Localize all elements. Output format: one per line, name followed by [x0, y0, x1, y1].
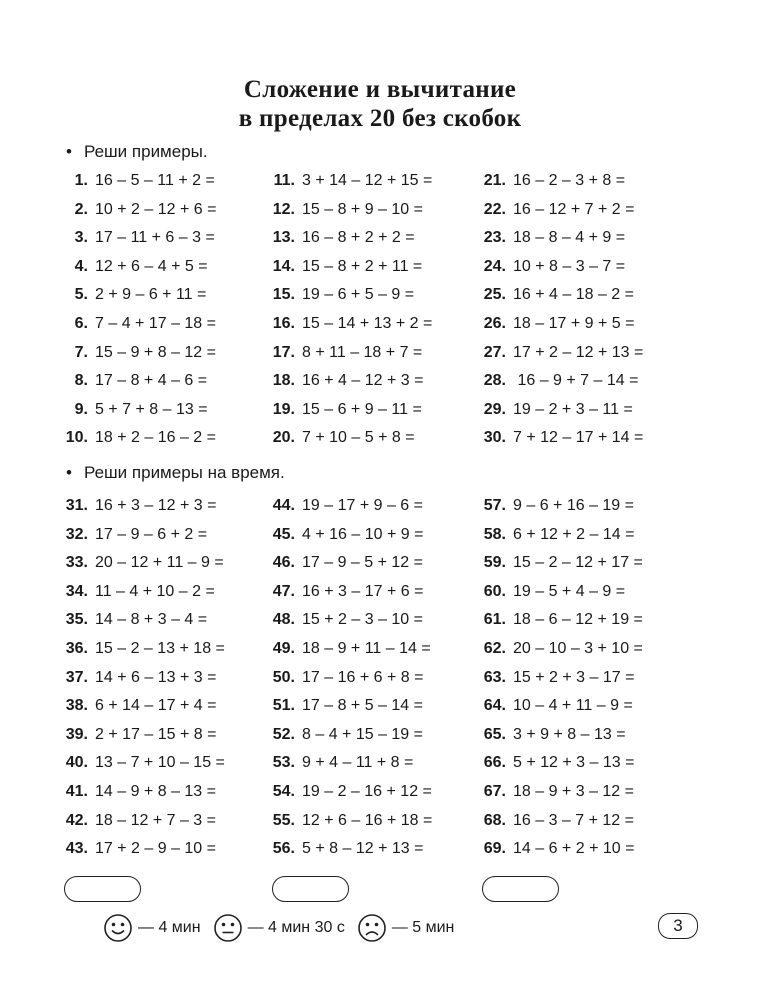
exercise-number: 13. [272, 229, 295, 247]
exercise-number: 64. [483, 697, 506, 715]
exercise-number: 33. [65, 554, 88, 572]
exercise-expression: 9 + 4 – 11 + 8 = [302, 754, 414, 772]
exercise-number: 54. [272, 782, 295, 800]
exercise-expression: 7 – 4 + 17 – 18 = [95, 314, 216, 332]
exercise-number: 68. [483, 811, 506, 829]
exercise-expression: 12 + 6 – 16 + 18 = [302, 811, 433, 829]
exercise-number: 15. [272, 286, 295, 304]
exercise-number: 8. [74, 372, 88, 390]
exercise-number: 40. [65, 754, 88, 772]
exercise-item [58, 721, 225, 750]
exercise-number: 45. [272, 525, 295, 543]
exercise-item [265, 310, 432, 339]
exercise-item [476, 196, 643, 225]
exercise-expression: 2 + 17 – 15 + 8 = [95, 725, 217, 743]
exercise-item [58, 310, 216, 339]
exercise-number: 43. [65, 840, 88, 858]
exercise-expression: 16 – 9 + 7 – 14 = [513, 372, 639, 390]
exercise-item [265, 721, 432, 750]
exercise-number: 23. [483, 229, 506, 247]
exercise-item [265, 253, 432, 282]
exercise-item [265, 339, 432, 368]
exercise-expression: 14 – 9 + 8 – 13 = [95, 782, 216, 800]
exercise-number: 42. [65, 811, 88, 829]
exercise-number: 9. [74, 400, 88, 418]
answer-box[interactable] [482, 876, 559, 902]
exercise-expression: 19 – 6 + 5 – 9 = [302, 286, 415, 304]
exercise-expression: 17 + 2 – 12 + 13 = [513, 343, 644, 361]
exercise-item [476, 578, 643, 607]
exercise-item [58, 635, 225, 664]
exercise-item [476, 521, 643, 550]
exercise-item [265, 549, 432, 578]
exercise-number: 66. [483, 754, 506, 772]
exercise-expression: 15 – 8 + 2 + 11 = [302, 257, 423, 275]
exercise-number: 49. [272, 639, 295, 657]
exercise-item [265, 224, 432, 253]
exercise-column [265, 167, 432, 453]
exercise-number: 57. [483, 497, 506, 514]
exercise-item [58, 664, 225, 693]
exercise-number: 44. [272, 497, 295, 514]
exercise-number: 27. [483, 343, 506, 361]
exercise-expression: 15 + 2 + 3 – 17 = [513, 668, 635, 686]
exercise-item [58, 549, 225, 578]
exercise-expression: 10 + 8 – 3 – 7 = [513, 257, 626, 275]
exercise-item [476, 396, 643, 425]
exercise-item [265, 196, 432, 225]
instruction-2-text: Реши примеры на время. [84, 463, 285, 482]
exercise-number: 21. [483, 172, 506, 189]
exercise-expression: 15 – 6 + 9 – 11 = [302, 400, 422, 418]
exercise-item [476, 664, 643, 693]
exercise-expression: 3 + 14 – 12 + 15 = [302, 172, 433, 189]
exercise-item [58, 253, 216, 282]
exercise-item [58, 196, 216, 225]
exercise-number: 24. [483, 257, 506, 275]
exercise-item [265, 749, 432, 778]
exercise-item [58, 224, 216, 253]
exercise-number: 61. [483, 611, 506, 629]
exercise-number: 6. [74, 314, 88, 332]
exercise-expression: 20 – 10 – 3 + 10 = [513, 639, 643, 657]
exercise-item [476, 224, 643, 253]
exercise-item [265, 281, 432, 310]
exercise-expression: 15 – 2 – 13 + 18 = [95, 639, 225, 657]
exercise-item [476, 424, 643, 453]
exercise-expression: 17 – 11 + 6 – 3 = [95, 229, 215, 247]
exercise-column [476, 167, 643, 453]
exercise-number: 37. [65, 668, 88, 686]
exercise-expression: 15 – 8 + 9 – 10 = [302, 200, 423, 218]
exercise-expression: 16 + 3 – 12 + 3 = [95, 497, 217, 514]
exercise-expression: 10 – 4 + 11 – 9 = [513, 697, 633, 715]
exercise-number: 53. [272, 754, 295, 772]
exercise-number: 36. [65, 639, 88, 657]
exercise-expression: 8 – 4 + 15 – 19 = [302, 725, 423, 743]
exercise-item [476, 635, 643, 664]
instruction-1 [66, 142, 208, 162]
exercise-expression: 16 – 5 – 11 + 2 = [95, 172, 215, 189]
exercise-expression: 19 – 2 – 16 + 12 = [302, 782, 432, 800]
exercise-number: 63. [483, 668, 506, 686]
exercise-item [265, 492, 432, 521]
exercise-expression: 9 – 6 + 16 – 19 = [513, 497, 634, 514]
exercise-item [58, 339, 216, 368]
exercise-item [265, 807, 432, 836]
exercise-item [58, 606, 225, 635]
exercise-item [58, 424, 216, 453]
sad-face-icon [357, 913, 387, 943]
exercise-item [265, 521, 432, 550]
exercise-expression: 7 + 10 – 5 + 8 = [302, 429, 415, 447]
exercise-item [265, 635, 432, 664]
exercise-number: 65. [483, 725, 506, 743]
exercise-expression: 12 + 6 – 4 + 5 = [95, 257, 208, 275]
exercise-item [476, 835, 643, 864]
exercise-item [58, 807, 225, 836]
exercise-column [265, 492, 432, 864]
exercise-number: 35. [65, 611, 88, 629]
exercise-number: 19. [272, 400, 295, 418]
exercise-expression: 17 + 2 – 9 – 10 = [95, 840, 216, 858]
exercise-item [476, 549, 643, 578]
legend-text: — 4 мин [138, 919, 201, 936]
exercise-number: 67. [483, 782, 506, 800]
exercise-number: 20. [272, 429, 295, 447]
exercise-item [265, 692, 432, 721]
exercise-expression: 18 – 9 + 3 – 12 = [513, 782, 634, 800]
answer-box[interactable] [272, 876, 349, 902]
exercise-expression: 7 + 12 – 17 + 14 = [513, 429, 644, 447]
exercise-item [476, 492, 643, 521]
exercise-item [58, 492, 225, 521]
exercise-number: 46. [272, 554, 295, 572]
exercise-column [58, 167, 216, 453]
exercise-item [265, 664, 432, 693]
exercise-number: 50. [272, 668, 295, 686]
exercise-number: 34. [65, 582, 88, 600]
exercise-expression: 17 – 8 + 5 – 14 = [302, 697, 423, 715]
exercise-number: 29. [483, 400, 506, 418]
exercise-number: 10. [65, 429, 88, 447]
exercise-number: 3. [74, 229, 88, 247]
exercise-number: 69. [483, 840, 506, 858]
exercise-expression: 13 – 7 + 10 – 15 = [95, 754, 225, 772]
exercise-expression: 18 – 6 – 12 + 19 = [513, 611, 643, 629]
exercise-expression: 4 + 16 – 10 + 9 = [302, 525, 424, 543]
exercise-number: 26. [483, 314, 506, 332]
exercise-number: 41. [65, 782, 88, 800]
exercise-expression: 6 + 12 + 2 – 14 = [513, 525, 635, 543]
exercise-expression: 17 – 8 + 4 – 6 = [95, 372, 208, 390]
exercise-expression: 16 – 2 – 3 + 8 = [513, 172, 626, 189]
exercise-expression: 3 + 9 + 8 – 13 = [513, 725, 626, 743]
exercise-number: 16. [272, 314, 295, 332]
exercise-number: 62. [483, 639, 506, 657]
exercise-item [265, 167, 432, 196]
exercise-item [58, 167, 216, 196]
exercise-number: 48. [272, 611, 295, 629]
smile-face-icon [103, 913, 133, 943]
exercise-expression: 6 + 14 – 17 + 4 = [95, 697, 217, 715]
exercise-number: 1. [74, 172, 88, 189]
exercise-expression: 14 + 6 – 13 + 3 = [95, 668, 217, 686]
exercise-number: 55. [272, 811, 295, 829]
exercise-item [58, 778, 225, 807]
exercise-item [476, 721, 643, 750]
exercise-expression: 20 – 12 + 11 – 9 = [95, 554, 224, 572]
exercise-expression: 18 – 8 – 4 + 9 = [513, 229, 626, 247]
exercise-item [476, 749, 643, 778]
exercise-number: 56. [272, 840, 295, 858]
exercise-number: 60. [483, 582, 506, 600]
exercise-expression: 15 – 14 + 13 + 2 = [302, 314, 433, 332]
exercise-expression: 5 + 8 – 12 + 13 = [302, 840, 424, 858]
exercise-number: 25. [483, 286, 506, 304]
exercise-expression: 19 – 5 + 4 – 9 = [513, 582, 626, 600]
exercise-number: 51. [272, 697, 295, 715]
exercise-number: 5. [74, 286, 88, 304]
exercise-item [476, 281, 643, 310]
exercise-item [476, 339, 643, 368]
exercise-item [58, 281, 216, 310]
exercise-item [58, 835, 225, 864]
page-title-line-2: в пределах 20 без скобок [238, 105, 522, 132]
time-legend [103, 912, 466, 944]
exercise-item [476, 606, 643, 635]
exercise-expression: 16 – 3 – 7 + 12 = [513, 811, 634, 829]
exercise-item [476, 310, 643, 339]
exercise-expression: 14 – 8 + 3 – 4 = [95, 611, 208, 629]
exercise-item [58, 521, 225, 550]
page-title-line-1: Сложение и вычитание [243, 76, 517, 103]
exercise-expression: 18 – 17 + 9 + 5 = [513, 314, 635, 332]
exercise-item [476, 778, 643, 807]
exercise-expression: 10 + 2 – 12 + 6 = [95, 200, 217, 218]
exercise-number: 59. [483, 554, 506, 572]
exercise-number: 58. [483, 525, 506, 543]
exercise-column [476, 492, 643, 864]
exercise-item [265, 606, 432, 635]
exercise-item [476, 367, 643, 396]
legend-text: — 4 мин 30 с [247, 919, 345, 936]
exercise-number: 52. [272, 725, 295, 743]
exercise-expression: 15 – 2 – 12 + 17 = [513, 554, 643, 572]
exercise-expression: 19 – 17 + 9 – 6 = [302, 497, 423, 514]
exercise-item [265, 367, 432, 396]
exercise-number: 32. [65, 525, 88, 543]
exercise-expression: 14 – 6 + 2 + 10 = [513, 840, 635, 858]
exercise-number: 22. [483, 200, 506, 218]
exercise-expression: 11 – 4 + 10 – 2 = [95, 582, 215, 600]
exercise-number: 14. [272, 257, 295, 275]
exercise-item [265, 778, 432, 807]
exercise-expression: 15 – 9 + 8 – 12 = [95, 343, 216, 361]
exercise-number: 17. [272, 343, 295, 361]
exercise-expression: 2 + 9 – 6 + 11 = [95, 286, 207, 304]
exercise-expression: 17 – 9 – 5 + 12 = [302, 554, 423, 572]
page-number: 3 [658, 913, 698, 939]
exercise-item [476, 692, 643, 721]
exercise-item [476, 167, 643, 196]
exercise-column [58, 492, 225, 864]
exercise-item [265, 424, 432, 453]
exercise-item [476, 253, 643, 282]
exercise-number: 11. [273, 172, 295, 189]
instruction-1-text: Реши примеры. [84, 142, 208, 161]
exercise-number: 28. [483, 372, 506, 390]
bullet: • [66, 142, 72, 161]
exercise-number: 7. [74, 343, 88, 361]
exercise-expression: 16 + 4 – 12 + 3 = [302, 372, 424, 390]
neutral-face-icon [213, 913, 243, 943]
exercise-number: 30. [483, 429, 506, 447]
exercise-number: 31. [65, 497, 88, 514]
exercise-number: 47. [272, 582, 295, 600]
exercise-expression: 16 – 8 + 2 + 2 = [302, 229, 415, 247]
exercise-expression: 15 + 2 – 3 – 10 = [302, 611, 423, 629]
instruction-2 [66, 463, 285, 483]
exercise-expression: 16 + 3 – 17 + 6 = [302, 582, 424, 600]
exercise-number: 2. [74, 200, 88, 218]
exercise-expression: 16 + 4 – 18 – 2 = [513, 286, 634, 304]
exercise-item [58, 692, 225, 721]
exercise-expression: 17 – 9 – 6 + 2 = [95, 525, 208, 543]
exercise-item [58, 367, 216, 396]
exercise-expression: 17 – 16 + 6 + 8 = [302, 668, 424, 686]
bullet: • [66, 463, 72, 482]
exercise-item [58, 578, 225, 607]
exercise-expression: 5 + 12 + 3 – 13 = [513, 754, 635, 772]
exercise-item [476, 807, 643, 836]
exercise-number: 39. [65, 725, 88, 743]
exercise-number: 38. [65, 697, 88, 715]
exercise-item [265, 396, 432, 425]
exercise-number: 12. [272, 200, 295, 218]
exercise-item [58, 749, 225, 778]
exercise-expression: 8 + 11 – 18 + 7 = [302, 343, 423, 361]
exercise-expression: 16 – 12 + 7 + 2 = [513, 200, 635, 218]
exercise-expression: 18 + 2 – 16 – 2 = [95, 429, 216, 447]
exercise-item [58, 396, 216, 425]
legend-text: — 5 мин [391, 919, 455, 936]
exercise-expression: 18 – 9 + 11 – 14 = [302, 639, 431, 657]
exercise-item [265, 578, 432, 607]
exercise-number: 18. [272, 372, 295, 390]
exercise-number: 4. [74, 257, 88, 275]
answer-box[interactable] [64, 876, 141, 902]
exercise-expression: 5 + 7 + 8 – 13 = [95, 400, 208, 418]
exercise-expression: 19 – 2 + 3 – 11 = [513, 400, 633, 418]
exercise-item [265, 835, 432, 864]
exercise-expression: 18 – 12 + 7 – 3 = [95, 811, 216, 829]
